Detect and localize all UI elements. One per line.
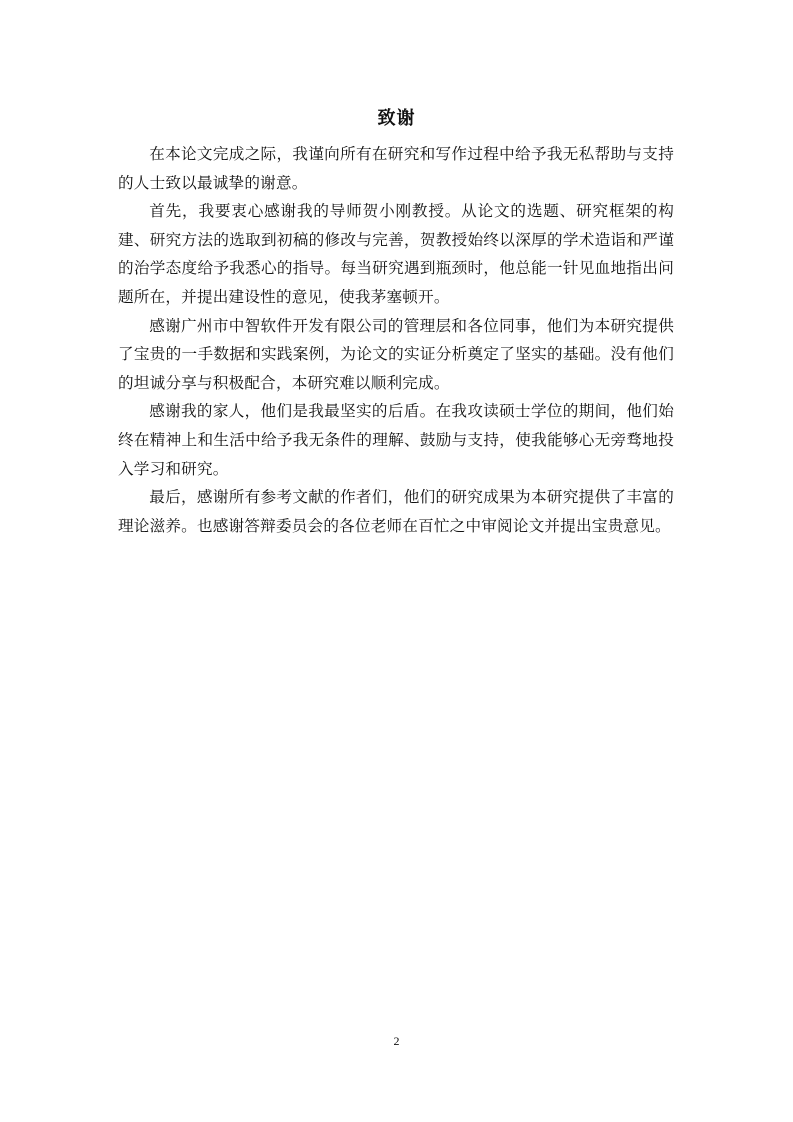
acknowledgement-body [118,140,674,540]
paragraph-closing: 最后，感谢所有参考文献的作者们，他们的研究成果为本研究提供了丰富的理论滋养。也感谢答辩委员会的各位老师在百忙之中审阅论文并提出宝贵意见。 [118,488,674,535]
paragraph-opening: 在本论文完成之际，我谨向所有在研究和写作过程中给予我无私帮助与支持的人士致以最诚挚的谢意。 [118,145,674,192]
paragraph-family: 感谢我的家人，他们是我最坚实的后盾。在我攻读硕士学位的期间，他们始终在精神上和生活中给予我无条件的理解、鼓励与支持，使我能够心无旁骛地投入学习和研究。 [118,402,674,478]
page-title: 致谢 [377,108,416,129]
paragraph-company: 感谢广州市中智软件开发有限公司的管理层和各位同事，他们为本研究提供了宝贵的一手数据和实践案例，为论文的实证分析奠定了坚实的基础。没有他们的坦诚分享与积极配合，本研究难以顺利完成。 [118,316,674,392]
paragraph-advisor: 首先，我要衷心感谢我的导师贺小刚教授。从论文的选题、研究框架的构建、研究方法的选取到初稿的修改与完善，贺教授始终以深厚的学术造诣和严谨的治学态度给予我悉心的指导。每当研究遇到瓶颈时，他总能一针见血地指出问题所在，并提出建设性的意见，使我茅塞顿开。 [118,202,674,306]
page-number: 2 [393,1034,400,1048]
